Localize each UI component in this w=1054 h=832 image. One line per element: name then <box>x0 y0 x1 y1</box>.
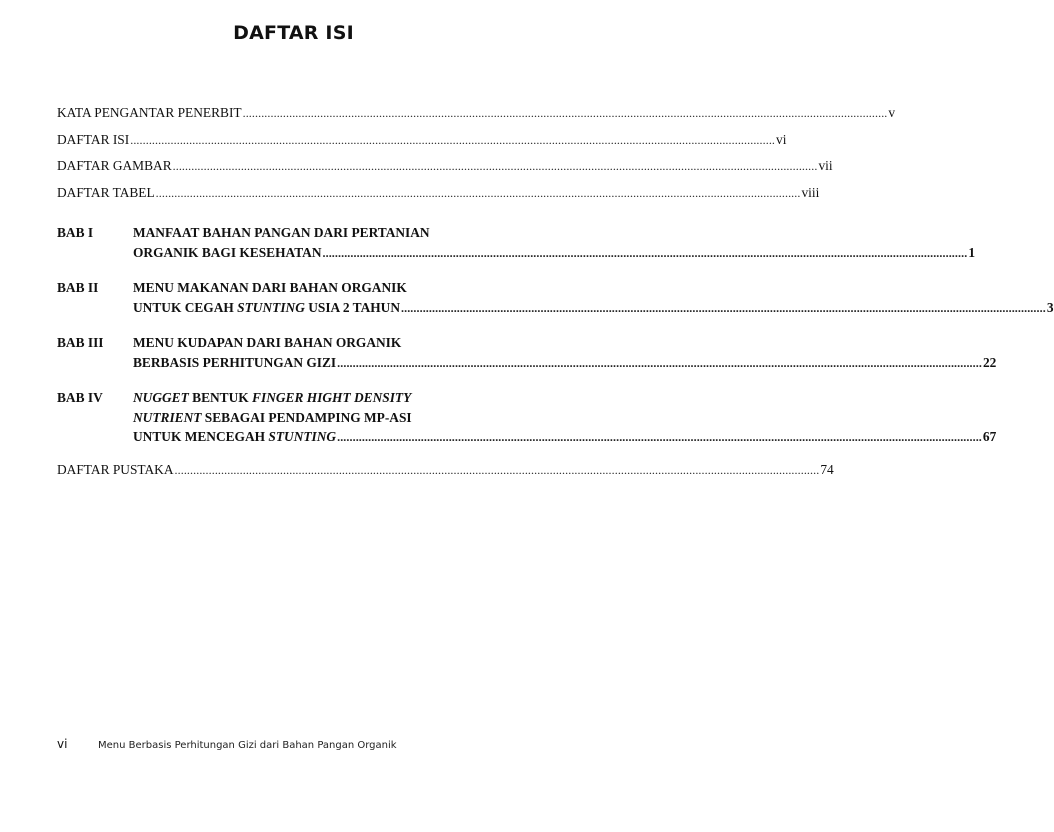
title-italic-text: STUNTING <box>268 429 337 444</box>
chapter-title-line <box>133 298 400 318</box>
chapter-number: BAB I <box>57 225 94 240</box>
toc-entry-page: vii <box>818 158 833 173</box>
toc-entry[interactable] <box>57 184 820 212</box>
toc-entry-label: DAFTAR ISI <box>57 131 130 147</box>
front-matter-list <box>57 105 896 211</box>
toc-entry[interactable] <box>57 131 787 159</box>
chapter-title-line <box>133 408 412 428</box>
chapter-title-line <box>133 388 411 408</box>
toc-entry-page: 74 <box>820 461 834 477</box>
chapter-number: BAB II <box>57 280 99 295</box>
dot-leader <box>175 463 820 478</box>
title-italic-text: NUGGET <box>133 390 189 405</box>
chapter-entry-bab-2[interactable] <box>57 278 1054 318</box>
chapter-page: 3 <box>1046 299 1054 315</box>
chapter-title-line: MANFAAT BAHAN PANGAN DARI PERTANIAN <box>133 225 430 240</box>
chapter-title-line: MENU MAKANAN DARI BAHAN ORGANIK <box>133 280 407 295</box>
table-of-contents <box>57 105 1054 478</box>
chapter-entry-bab-3[interactable] <box>57 333 997 373</box>
chapter-title <box>133 333 996 373</box>
chapter-title-line: ORGANIK BAGI KESEHATAN <box>133 244 322 260</box>
dot-leader <box>337 428 982 448</box>
toc-entry-bibliography[interactable] <box>57 461 834 478</box>
title-italic-text: STUNTING <box>237 299 305 315</box>
toc-entry-page: viii <box>801 184 820 200</box>
chapter-title <box>133 223 975 263</box>
page-footer <box>57 737 507 751</box>
chapter-number: BAB III <box>57 335 104 350</box>
chapter-number: BAB IV <box>57 390 103 405</box>
chapter-page: 1 <box>968 244 976 260</box>
chapter-page: 22 <box>982 354 997 370</box>
dot-leader <box>173 159 818 174</box>
toc-entry-label: DAFTAR PUSTAKA <box>57 461 174 477</box>
chapter-title-line <box>133 427 336 447</box>
toc-entry-label: DAFTAR TABEL <box>57 184 155 200</box>
toc-entry[interactable] <box>57 158 833 185</box>
chapter-entry-bab-4[interactable] <box>57 388 997 448</box>
dot-leader <box>156 186 801 201</box>
toc-entry-label: KATA PENGANTAR PENERBIT <box>57 105 242 120</box>
chapter-page: 67 <box>982 429 997 444</box>
page-title: DAFTAR ISI <box>233 22 354 44</box>
title-italic-text: NUTRIENT <box>133 409 202 425</box>
dot-leader <box>337 354 982 374</box>
title-text: UNTUK CEGAH <box>133 299 238 315</box>
title-italic-text: FINGER HIGHT DENSITY <box>252 390 412 405</box>
dot-leader <box>130 133 775 148</box>
title-text: BENTUK <box>188 390 253 405</box>
chapter-title-line: BERBASIS PERHITUNGAN GIZI <box>133 354 337 370</box>
chapter-entry-bab-1[interactable] <box>57 223 976 263</box>
title-text: SEBAGAI PENDAMPING MP-ASI <box>201 409 412 425</box>
title-text: UNTUK MENCEGAH <box>133 429 269 444</box>
footer-book-title: Menu Berbasis Perhitungan Gizi dari Bahan Pangan Organik <box>98 740 397 751</box>
dot-leader <box>323 244 968 264</box>
dot-leader <box>401 299 1046 319</box>
toc-entry-page: v <box>888 105 896 120</box>
toc-entry-page: vi <box>776 131 787 147</box>
dot-leader <box>243 106 888 121</box>
toc-entry[interactable] <box>57 105 896 132</box>
chapter-title <box>133 278 1054 318</box>
title-text: USIA 2 TAHUN <box>304 299 400 315</box>
chapter-title <box>133 388 996 448</box>
toc-entry-label: DAFTAR GAMBAR <box>57 158 172 173</box>
footer-page-number: vi <box>57 737 68 751</box>
chapter-title-line: MENU KUDAPAN DARI BAHAN ORGANIK <box>133 335 402 350</box>
